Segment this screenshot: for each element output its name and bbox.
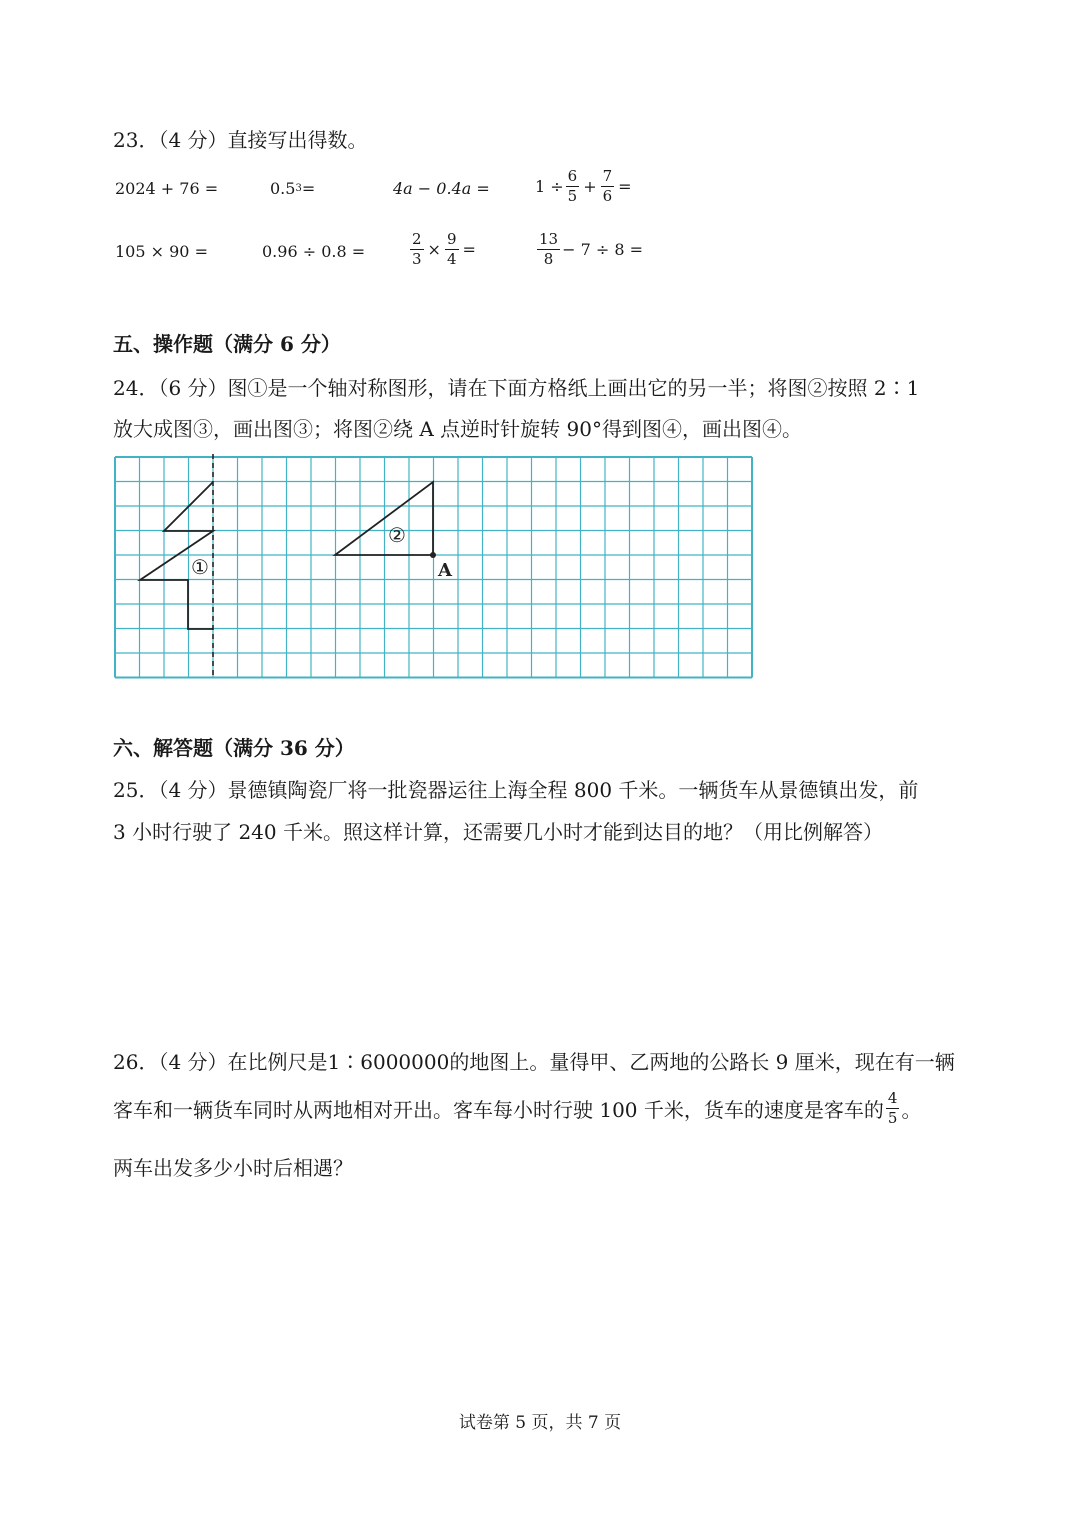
q23-expr-4-frac1 bbox=[566, 169, 580, 204]
frac-numerator: 2 bbox=[412, 230, 422, 248]
q23-expr-7-frac2 bbox=[445, 232, 459, 267]
q23-expr-3: 4a − 0.4a = bbox=[393, 179, 490, 198]
frac-denominator: 8 bbox=[543, 250, 554, 268]
point-a-label: A bbox=[438, 560, 452, 581]
q23-expr-8-frac bbox=[537, 232, 560, 267]
frac-denominator: 3 bbox=[412, 250, 422, 268]
q26-line-2-text: 客车和一辆货车同时从两地相对开出。客车每小时行驶 100 千米，货车的速度是客车的 bbox=[113, 1098, 884, 1122]
q24-line-2: 放大成图③，画出图③；将图②绕 A 点逆时针旋转 90°得到图④，画出图④。 bbox=[113, 417, 802, 441]
q23-title: 23．（4 分）直接写出得数。 bbox=[113, 128, 368, 152]
q23-expr-4-lead: 1 ÷ bbox=[535, 177, 564, 196]
frac-numerator: 7 bbox=[602, 167, 613, 185]
frac-numerator: 9 bbox=[446, 230, 457, 248]
section-6-title: 六、解答题（满分 36 分） bbox=[113, 736, 355, 760]
frac-numerator: 6 bbox=[567, 167, 578, 185]
times-operator: × bbox=[427, 240, 441, 259]
frac-denominator: 5 bbox=[887, 1109, 898, 1127]
equals-sign: = bbox=[462, 240, 476, 259]
q24-grid-figure bbox=[112, 454, 762, 684]
q24-line-1: 24．（6 分）图①是一个轴对称图形，请在下面方格纸上画出它的另一半；将图②按照 2∶1 bbox=[113, 376, 920, 400]
figure-1-label: ① bbox=[191, 555, 209, 579]
q26-line-3: 两车出发多少小时后相遇？ bbox=[113, 1156, 353, 1180]
figure-2-label: ② bbox=[388, 523, 406, 547]
point-a-dot bbox=[430, 552, 436, 558]
q23-expr-2-exp: 3 bbox=[295, 183, 302, 194]
q23-expr-2-base: 0.5 bbox=[270, 179, 296, 198]
q23-expr-4-frac2 bbox=[601, 169, 615, 204]
q23-expr-7-frac1 bbox=[410, 232, 424, 267]
q23-expr-1: 2024 + 76 = bbox=[115, 179, 219, 198]
section-5-title: 五、操作题（满分 6 分） bbox=[113, 332, 341, 356]
q26-line-1: 26．（4 分）在比例尺是1∶6000000的地图上。量得甲、乙两地的公路长 9 厘米，现在有一辆 bbox=[113, 1050, 955, 1074]
q23-expr-2 bbox=[270, 179, 315, 198]
frac-numerator: 4 bbox=[887, 1089, 898, 1107]
q26-line-2-end: 。 bbox=[901, 1098, 922, 1122]
frac-denominator: 6 bbox=[602, 187, 613, 205]
q23-expr-2-tail: = bbox=[301, 179, 316, 198]
q23-expr-8 bbox=[535, 232, 643, 267]
q23-expr-4 bbox=[535, 169, 634, 204]
q23-expr-5: 105 × 90 = bbox=[115, 242, 208, 261]
frac-denominator: 4 bbox=[446, 250, 457, 268]
equals-sign: = bbox=[618, 177, 632, 196]
frac-numerator: 13 bbox=[539, 230, 559, 248]
q25-line-2: 3 小时行驶了 240 千米。照这样计算，还需要几小时才能到达目的地？（用比例解答） bbox=[113, 820, 883, 844]
q23-expr-8-tail: − 7 ÷ 8 = bbox=[562, 240, 644, 259]
q23-expr-7 bbox=[408, 232, 478, 267]
q25-line-1: 25．（4 分）景德镇陶瓷厂将一批瓷器运往上海全程 800 千米。一辆货车从景德镇出发，前 bbox=[113, 778, 919, 802]
q26-line-2 bbox=[113, 1091, 921, 1126]
q26-fraction bbox=[886, 1091, 900, 1126]
plus-operator: + bbox=[583, 177, 597, 196]
page-footer: 试卷第 5 页，共 7 页 bbox=[458, 1413, 622, 1433]
frac-denominator: 5 bbox=[567, 187, 578, 205]
q23-expr-6: 0.96 ÷ 0.8 = bbox=[262, 242, 366, 261]
